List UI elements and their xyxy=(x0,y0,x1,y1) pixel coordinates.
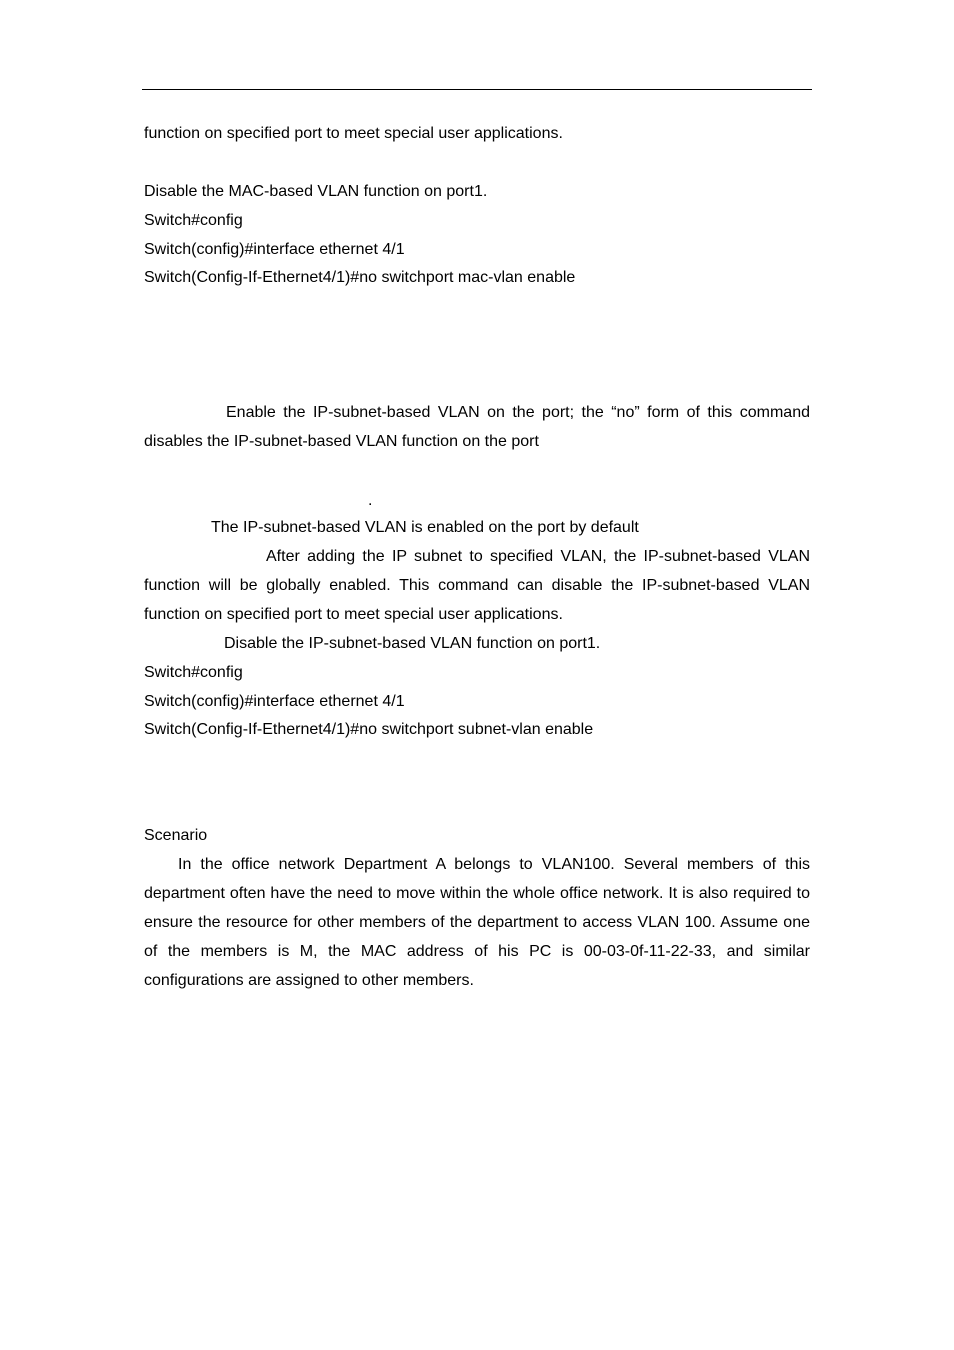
mac-usage-continuation: function on specified port to meet special user applications. xyxy=(144,125,563,142)
subnet-command-line: Switch(config)#interface ethernet 4/1 xyxy=(144,693,405,710)
mac-example-title: Disable the MAC-based VLAN function on port1. xyxy=(144,183,488,200)
subnet-usage-paragraph: After adding the IP subnet to specified VLAN, the IP-subnet-based VLAN function will be globally enabled. This command can disable the IP-subnet-based VLAN function on specified port to meet special user applications. xyxy=(144,548,810,623)
subnet-command-line: Switch#config xyxy=(144,664,243,681)
scenario-paragraph: In the office network Department A belongs to VLAN100. Several members of this department often have the need to move within the whole office network. It is also required to ensure the resource for other members of the department to access VLAN 100. Assume one of the members is M, the MAC address of his PC is 00-03-0f-11-22-33, and similar configurations are assigned to other members. xyxy=(144,856,810,989)
subnet-function-paragraph: Enable the IP-subnet-based VLAN on the port; the “no” form of this command disables the IP-subnet-based VLAN function on the port xyxy=(144,404,810,450)
scenario-heading: Scenario xyxy=(144,827,208,844)
mac-command-line: Switch#config xyxy=(144,212,243,229)
subnet-command-line: Switch(Config-If-Ethernet4/1)#no switchport subnet-vlan enable xyxy=(144,721,594,738)
header-rule xyxy=(142,89,812,90)
subnet-command-mode: . xyxy=(368,492,373,509)
mac-command-line: Switch(Config-If-Ethernet4/1)#no switchport mac-vlan enable xyxy=(144,269,576,286)
subnet-example-title: Disable the IP-subnet-based VLAN function on port1. xyxy=(224,635,601,652)
mac-command-line: Switch(config)#interface ethernet 4/1 xyxy=(144,241,405,258)
subnet-default: The IP-subnet-based VLAN is enabled on the port by default xyxy=(211,519,639,536)
